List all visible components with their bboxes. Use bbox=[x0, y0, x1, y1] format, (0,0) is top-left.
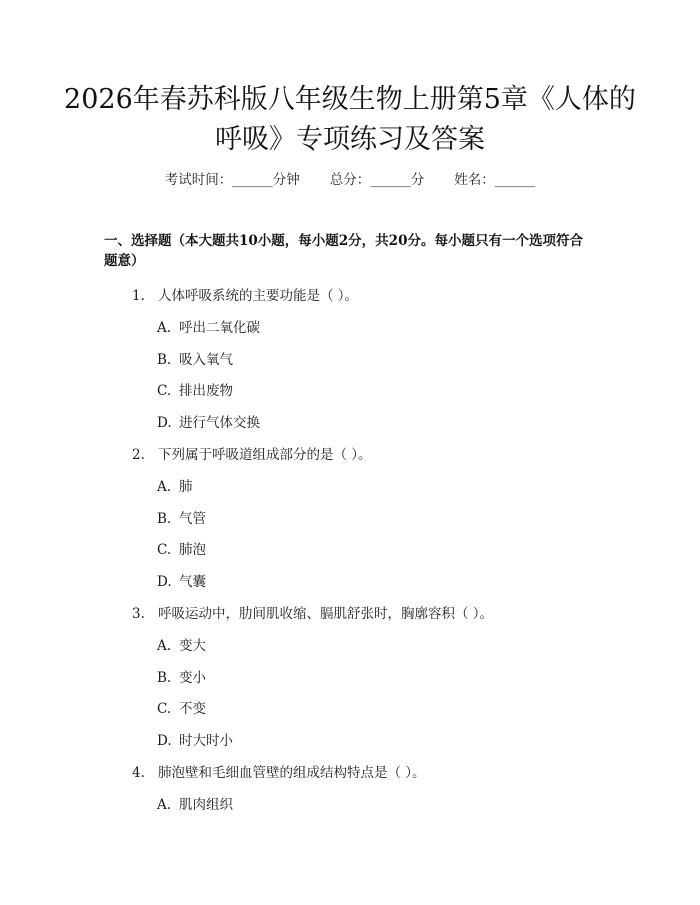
option-text: 气囊 bbox=[179, 574, 206, 590]
question-text: 呼吸运动中，肋间肌收缩、膈肌舒张时，胸廓容积（ ）。 bbox=[158, 606, 494, 622]
student-name-field: 姓名：______ bbox=[454, 172, 536, 188]
section-heading: 一、选择题（本大题共10小题，每小题2分，共20分。每小题只有一个选项符合题意） bbox=[104, 233, 583, 269]
question-text: 下列属于呼吸道组成部分的是（ ）。 bbox=[158, 447, 372, 463]
question-1-option-d bbox=[157, 411, 260, 431]
option-letter: B. bbox=[157, 352, 172, 368]
option-letter: A. bbox=[157, 479, 172, 495]
question-1-option-c bbox=[157, 379, 233, 399]
question-3-option-c bbox=[157, 697, 206, 717]
option-letter: D. bbox=[157, 733, 172, 749]
option-text: 变大 bbox=[179, 638, 206, 654]
option-text: 呼出二氧化碳 bbox=[179, 320, 260, 336]
question-2-option-d bbox=[157, 570, 206, 590]
question-2-option-a bbox=[157, 475, 193, 495]
question-2 bbox=[132, 443, 372, 463]
question-number: 4. bbox=[132, 765, 145, 781]
question-4-option-a bbox=[157, 793, 233, 813]
option-text: 进行气体交换 bbox=[179, 415, 260, 431]
question-4 bbox=[132, 761, 426, 781]
question-number: 2. bbox=[132, 447, 145, 463]
option-text: 肺 bbox=[179, 479, 193, 495]
option-letter: B. bbox=[157, 511, 172, 527]
option-text: 不变 bbox=[179, 701, 206, 717]
question-1-option-b bbox=[157, 348, 233, 368]
option-text: 吸入氧气 bbox=[179, 352, 233, 368]
question-3-option-a bbox=[157, 634, 206, 654]
option-text: 时大时小 bbox=[179, 733, 233, 749]
question-2-option-b bbox=[157, 507, 206, 527]
exam-info-line bbox=[0, 168, 700, 188]
page-title: 2026年春苏科版八年级生物上册第5章《人体的呼吸》专项练习及答案 bbox=[64, 84, 636, 155]
option-text: 肌肉组织 bbox=[179, 797, 233, 813]
option-letter: B. bbox=[157, 670, 172, 686]
question-1-option-a bbox=[157, 316, 260, 336]
question-3 bbox=[132, 602, 493, 622]
option-letter: A. bbox=[157, 797, 172, 813]
question-text: 人体呼吸系统的主要功能是（ ）。 bbox=[158, 288, 359, 304]
question-1 bbox=[132, 284, 358, 304]
option-letter: C. bbox=[157, 542, 172, 558]
total-score-field: 总分：______分 bbox=[329, 172, 425, 188]
exam-time-field: 考试时间：______分钟 bbox=[164, 172, 300, 188]
option-letter: C. bbox=[157, 383, 172, 399]
question-number: 1. bbox=[132, 288, 145, 304]
option-letter: D. bbox=[157, 574, 172, 590]
option-letter: D. bbox=[157, 415, 172, 431]
option-text: 气管 bbox=[179, 511, 206, 527]
question-3-option-b bbox=[157, 666, 206, 686]
option-text: 变小 bbox=[179, 670, 206, 686]
option-letter: C. bbox=[157, 701, 172, 717]
option-text: 排出废物 bbox=[179, 383, 233, 399]
option-letter: A. bbox=[157, 638, 172, 654]
question-number: 3. bbox=[132, 606, 145, 622]
option-letter: A. bbox=[157, 320, 172, 336]
question-2-option-c bbox=[157, 538, 206, 558]
option-text: 肺泡 bbox=[179, 542, 206, 558]
question-text: 肺泡壁和毛细血管壁的组成结构特点是（ ）。 bbox=[158, 765, 426, 781]
question-3-option-d bbox=[157, 729, 233, 749]
